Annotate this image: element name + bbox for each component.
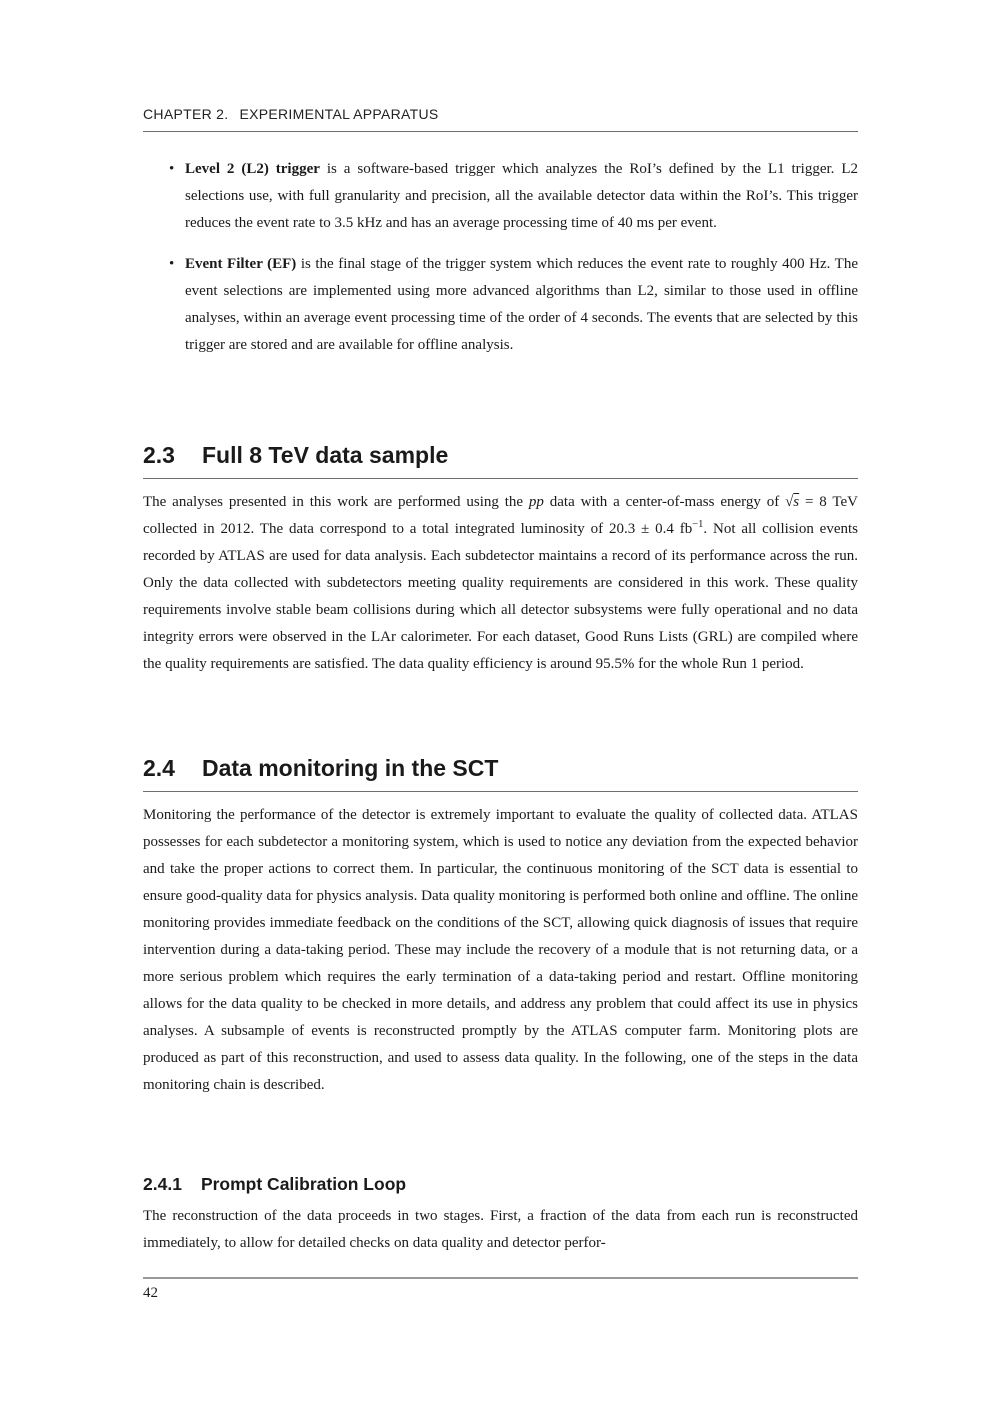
math-pp: pp [528, 494, 544, 510]
section-title: Data monitoring in the SCT [201, 755, 499, 781]
math-sqrt-s: s [793, 494, 800, 510]
bullet-icon: • [169, 161, 175, 177]
section-heading-2-4 [143, 753, 858, 792]
paragraph-text: The analyses presented in this work are performed using the [143, 494, 529, 510]
section-number: 2.4 [143, 755, 175, 781]
paragraph-text: . Not all collision events recorded by ATLAS are used for data analysis. Each subdetector maintains a record of its performance across the run. Only the data collected with subdetectors meeting quality requirements are considered in this work. These quality requirements involve stable beam collisions during which all detector subsystems were fully operational and no data integrity errors were observed in the LAr calorimeter. For each dataset, Good Runs Lists (GRL) are compiled where the quality requirements are satisfied. The data quality efficiency is around 95.5% for the whole Run 1 period. [143, 521, 858, 672]
paragraph-section-2-3 [143, 489, 858, 678]
section-number: 2.3 [143, 442, 175, 468]
bullet-icon: • [169, 256, 175, 272]
bullet-description: is a software-based trigger which analyzes the RoI’s defined by the L1 trigger. L2 selections use, with full granularity and precision, all the available detector data within the RoI’s. This trigger reduces the event rate to 3.5 kHz and has an average processing time of 40 ms per event. [185, 161, 858, 231]
bullet-term: Event Filter (EF) [185, 256, 297, 272]
section-title: Full 8 TeV data sample [201, 442, 449, 468]
subsection-title: Prompt Calibration Loop [200, 1174, 407, 1194]
paragraph-text: = 8 TeV collected in 2012. The data correspond to a total integrated luminosity of 20.3 ± 0.4 fb [143, 494, 858, 537]
subsection-number: 2.4.1 [143, 1174, 182, 1194]
bullet-description: is the final stage of the trigger system which reduces the event rate to roughly 400 Hz. The event selections are implemented using more advanced algorithms than L2, similar to those used in offline analyses, within an average event processing time of the order of 4 seconds. The events that are selected by this trigger are stored and are available for offline analysis. [185, 256, 858, 353]
bullet-text [185, 251, 858, 359]
chapter-label: CHAPTER 2. [143, 106, 229, 122]
bullet-term: Level 2 (L2) trigger [185, 161, 320, 177]
section-heading-2-3 [143, 440, 858, 479]
page-footer [143, 1277, 858, 1303]
sqrt-radical: √ [785, 494, 794, 510]
paragraph-section-2-4: Monitoring the performance of the detector is extremely important to evaluate the quality of collected data. ATLAS possesses for each subdetector a monitoring system, which is used to notice any deviation from the expected behavior and take the proper actions to correct them. In particular, the continuous monitoring of the SCT data is essential to ensure good-quality data for physics analysis. Data quality monitoring is performed both online and offline. The online monitoring provides immediate feedback on the conditions of the SCT, allowing quick diagnosis of issues that require intervention during a data-taking period. These may include the recovery of a module that is not returning data, or a more serious problem which requires the early termination of a data-taking period and restart. Offline monitoring allows for the data quality to be checked in more details, and address any problem that could affect its use in physics analyses. A subsample of events is reconstructed promptly by the ATLAS computer farm. Monitoring plots are produced as part of this reconstruction, and used to assess data quality. In the following, one of the steps in the data monitoring chain is described. [143, 807, 858, 1093]
paragraph-subsection-2-4-1: The reconstruction of the data proceeds in two stages. First, a fraction of the data from each run is reconstructed immediately, to allow for detailed checks on data quality and detector perfor- [143, 1208, 858, 1251]
bullet-item-l2-trigger [143, 156, 858, 237]
page-number: 42 [143, 1285, 158, 1301]
bullet-text [185, 156, 858, 237]
superscript-exponent: −1 [692, 519, 704, 530]
trigger-bullet-list [143, 156, 858, 373]
chapter-title: EXPERIMENTAL APPARATUS [239, 106, 439, 122]
paragraph-text: data with a center-of-mass energy of [543, 494, 786, 510]
bullet-item-event-filter [143, 251, 858, 359]
running-header [143, 104, 858, 132]
subsection-heading-2-4-1 [143, 1172, 858, 1196]
